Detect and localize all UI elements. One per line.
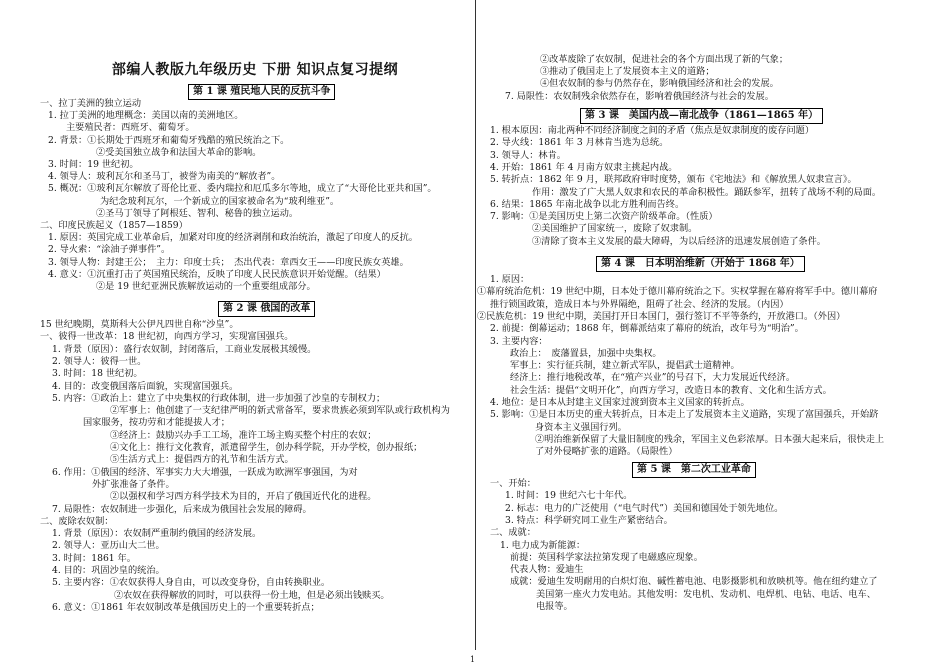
text-line: 6. 作用：①俄国的经济、军事实力大大增强，一跃成为欧洲军事强国，为对 [52,466,358,478]
text-line: 5. 影响：①是日本历史的重大转折点，日本走上了发展资本主义道路，实现了富国强兵，开始跻 [490,409,879,421]
text-line: 7. 局限性：农奴制进一步强化，后来成为俄国社会发展的障碍。 [52,503,312,515]
text-line: 2. 导火索：“涂油子弹事件”。 [48,244,171,256]
text-line: 前提：英国科学家法拉第发现了电磁感应现象。 [510,551,703,563]
document-title: 部编人教版九年级历史 下册 知识点复习提纲 [111,62,399,78]
text-line: 1. 电力成为新能源： [500,539,586,551]
text-line: 4. 目的：巩固沙皇的统治。 [52,565,165,576]
page-number: 1 [470,655,476,664]
text-line: 军事上：实行征兵制，建立新式军队，提倡武士道精神。 [510,360,740,372]
text-line: 成就：爱迪生发明耐用的白炽灯泡、碱性蓄电池、电影摄影机和放映机等。他在纽约建立了 [510,576,878,588]
text-line: 3. 领导人：林肯。 [490,149,566,161]
text-line: 5. 概况：①玻利瓦尔解放了哥伦比亚、委内瑞拉和厄瓜多尔等地，成立了“大哥伦比亚共和国”。 [48,183,437,195]
text-line: 代表人物：爱迪生 [510,564,584,576]
text-line: ③经济上：鼓励兴办手工工场，准许工场主购买整个村庄的农奴； [110,429,377,441]
text-line: ①幕府统治危机：19 世纪中期，日本处于德川幕府统治之下。实权掌握在幕府将军手中。德川幕府 [477,286,878,298]
text-line: 社会生活：提倡“文明开化”，向西方学习，改造日本的教育、文化和生活方式。 [510,384,832,396]
text-line: 美国第一座火力发电站。其他发明：发电机、发动机、电焊机、电钻、电话、电车、 [536,588,876,600]
text-line: 2. 领导人：彼得一世。 [52,355,147,367]
text-line: 3. 特点：科学研究同工业生产紧密结合。 [505,514,673,526]
text-line: 1. 拉丁美洲的地理概念：美国以南的美洲地区。 [48,110,244,122]
text-line: 二、成就： [490,527,536,539]
text-line: 为纪念玻利瓦尔，一个新成立的国家被命名为“玻利维亚”。 [100,195,340,207]
lesson-5-heading: 第 5 课 第二次工业革命 [632,462,756,478]
text-line: 1. 背景（原因）：盛行农奴制，封闭落后，工商业发展极其缓慢。 [52,343,317,355]
text-line: ②军事上：他创建了一支纪律严明的新式常备军，要求贵族必须到军队或行政机构为 [110,405,450,417]
text-line: 15 世纪晚期，莫斯科大公伊凡四世自称“沙皇”。 [40,319,239,330]
lesson-1-heading: 第 1 课 殖民地人民的反抗斗争 [188,84,335,100]
text-line: ④但农奴制的参与仍然存在，影响俄国经济和社会的发展。 [540,78,779,90]
text-line: 4. 领导人：玻利瓦尔和圣马丁，被誉为南美的“解放者”。 [48,171,281,183]
text-line: 国家服务，按功劳和才能提拔人才； [83,417,230,429]
text-line: 一、彼得一世改革：18 世纪初，向西方学习，实现富国强兵。 [40,331,294,343]
text-line: 一、拉丁美洲的独立运动 [40,98,142,109]
text-line: 4. 意义：①沉重打击了英国殖民统治，反映了印度人民民族意识开始觉醒。（结果） [48,268,386,280]
text-line: 1. 根本原因：南北两种不同经济制度之间的矛盾（焦点是奴隶制度的废存问题） [490,125,815,136]
text-line: 5. 主要内容：①农奴获得人身自由，可以改变身份，自由转换职业。 [52,577,331,589]
text-line: 一、开始： [490,478,536,489]
text-line: 2. 背景：①长期处于西班牙和葡萄牙残酷的殖民统治之下。 [48,134,290,146]
text-line: 4. 目的：改变俄国落后面貌，实现富国强兵。 [52,380,239,392]
text-line: ②明治维新保留了大量旧制度的残余，军国主义色彩浓厚。日本强大起来后，很快走上 [535,433,885,445]
text-line: 5. 内容：①政治上：建立了中央集权的行政体制，进一步加强了沙皇的专制权力； [52,392,386,404]
text-line: ②是 19 世纪亚洲民族解放运动的一个重要组成部分。 [96,281,316,292]
text-line: 7. 影响：①是美国历史上第二次资产阶级革命。（性质） [490,211,718,223]
text-line: 6. 结果：1865 年南北战争以北方胜利而告终。 [490,198,685,210]
lesson-2-heading: 第 2 课 俄国的改革 [218,301,315,317]
text-line: 5. 转折点：1862 年 9 月，联邦政府审时度势，颁布《宅地法》和《解放黑人奴隶宣言》。 [490,174,857,186]
text-line: ②农奴在获得解放的同时，可以获得一份土地，但是必须出钱赎买。 [114,589,390,601]
text-line: 4. 地位：是日本从封建主义国家过渡到资本主义国家的转折点。 [490,397,750,408]
text-line: 6. 意义：①1861 年农奴制改革是俄国历史上的一个重要转折点； [52,601,320,613]
text-line: ②受美国独立战争和法国大革命的影响。 [96,146,262,158]
text-line: 3. 主要内容： [490,335,548,347]
text-line: 3. 时间：18 世纪初。 [52,368,143,380]
text-line: 1. 原因：英国完成工业革命后，加紧对印度的经济剥削和政治统治，激起了印度人的反抗。 [48,232,418,244]
lesson-4-heading: 第 4 课 日本明治维新（开始于 1868 年） [596,256,805,272]
text-line: 作用：激发了广大黑人奴隶和农民的革命积极性。踊跃参军，扭转了战场不利的局面。 [532,186,882,198]
text-line: 3. 时间：19 世纪初。 [48,159,139,170]
text-line: ④文化上：推行文化教育，派遣留学生，创办科学院，开办学校，创办报纸； [110,442,423,453]
text-line: ③推动了俄国走上了发展资本主义的道路； [540,66,715,78]
text-line: 主要殖民者：西班牙、葡萄牙。 [66,122,195,134]
text-line: 外扩张准备了条件。 [92,478,175,490]
text-line: ②民族危机：19 世纪中期，美国打开日本国门，强行签订不平等条约，开放港口。（外因） [477,310,846,322]
text-line: 1. 时间：19 世纪六七十年代。 [505,490,633,502]
column-divider [475,0,476,650]
text-line: 3. 时间：1861 年。 [52,552,136,564]
text-line: 1. 背景（原因）：农奴制严重制约俄国的经济发展。 [52,528,262,540]
text-line: 2. 领导人：亚历山大二世。 [52,540,165,552]
text-line: 2. 前提：倒幕运动；1868 年，倒幕派结束了幕府的统治，改年号为“明治”。 [490,323,804,335]
text-line: 3. 领导人物：封建王公； 主力：印度士兵； 杰出代表：章西女王——印度民族女英雄。 [48,256,409,268]
text-line: ③清除了资本主义发展的最大障碍，为以后经济的迅速发展创造了条件。 [532,235,826,247]
text-line: ②美国维护了国家统一，废除了奴隶制。 [532,223,698,235]
text-line: ②圣马丁领导了阿根廷、智利、秘鲁的独立运动。 [96,207,299,219]
text-line: 2. 导火线：1861 年 3 月林肯当选为总统。 [490,137,669,149]
text-line: ②以强权和学习西方科学技术为目的，开启了俄国近代化的进程。 [110,491,377,503]
text-line: 2. 标志：电力的广泛使用（“电气时代”）美国和德国处于领先地位。 [505,502,784,514]
text-line: ②改革废除了农奴制，促进社会的各个方面出现了新的气象； [540,54,789,65]
text-line: 4. 开始：1861 年 4 月南方奴隶主挑起内战。 [490,161,678,173]
text-line: 政治上： 废藩置县，加强中央集权。 [510,347,662,359]
lesson-3-heading: 第 3 课 美国内战—南北战争（1861—1865 年） [580,108,823,124]
text-line: 二、印度民族起义（1857—1859） [40,220,188,231]
text-line: 了对外侵略扩张的道路。（局限性） [535,446,678,458]
text-line: ⑤生活方式上：提倡西方的礼节和生活方式。 [110,454,294,466]
text-line: 电报等。 [536,601,573,612]
text-line: 推行锁国政策，造成日本与外界隔绝，阻碍了社会、经济的发展。（内因） [490,298,789,310]
text-line: 身资本主义强国行列。 [535,421,627,433]
text-line: 1. 原因： [490,274,530,285]
text-line: 7. 局限性：农奴制残余依然存在，影响着俄国经济与社会的发展。 [505,90,774,102]
text-line: 经济上：推行地税改革，在“殖产兴业”的号召下，大力发展近代经济。 [510,372,796,384]
text-line: 二、废除农奴制： [40,515,114,527]
